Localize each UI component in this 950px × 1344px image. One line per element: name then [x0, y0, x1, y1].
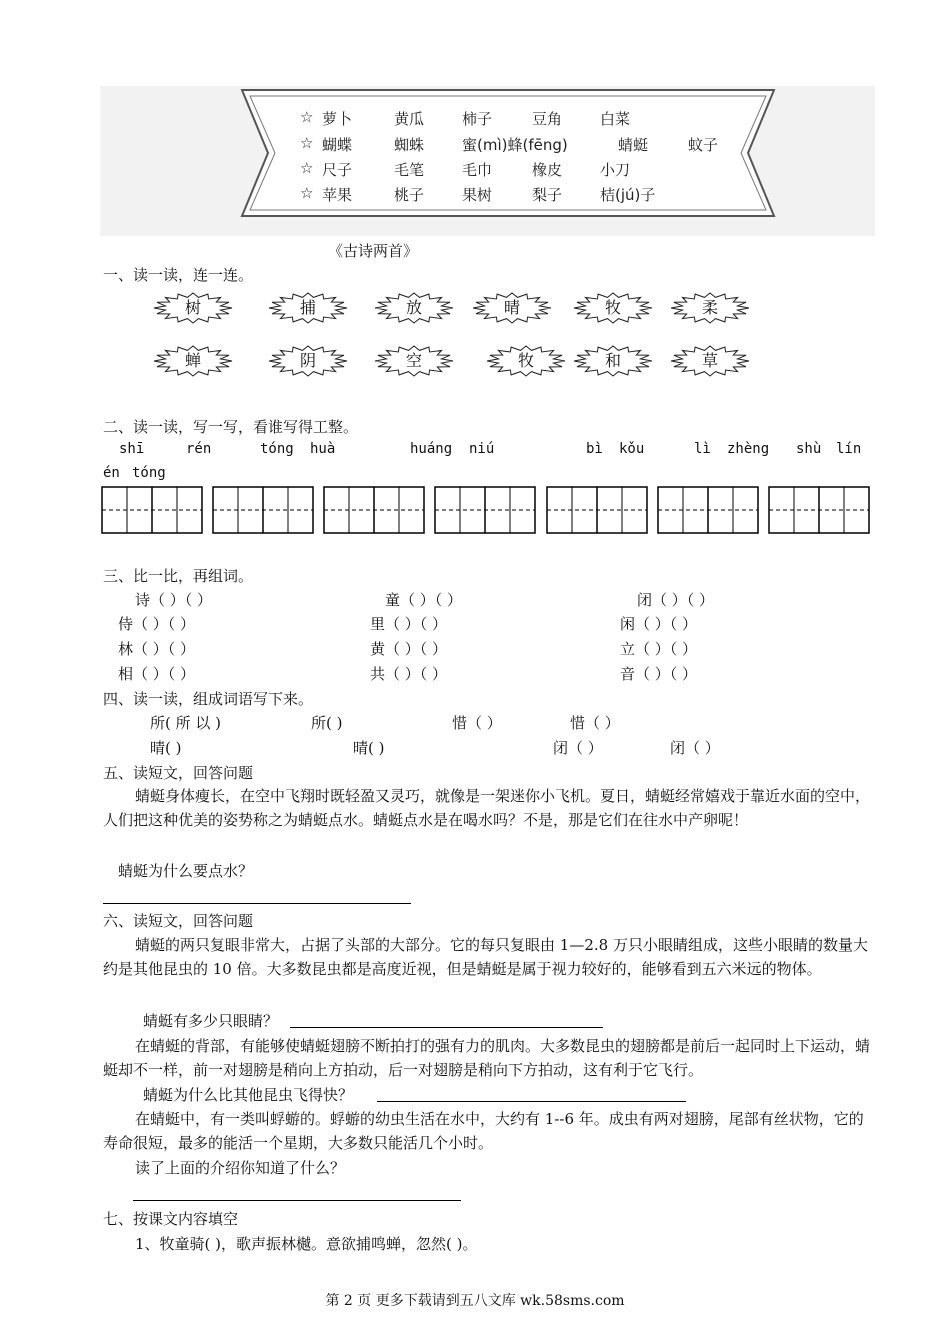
pinyin: huà	[310, 441, 336, 457]
pinyin: zhèng	[727, 441, 770, 457]
writing-grid[interactable]	[212, 486, 312, 532]
star-icon: ☆	[300, 108, 314, 126]
word-item: 所( 所 以 )	[150, 714, 222, 732]
starburst-char: 蝉	[184, 351, 201, 370]
writing-grid[interactable]	[546, 486, 646, 532]
word-item: 闭（ ）	[670, 739, 720, 757]
section-7-heading: 七、按课文内容填空	[103, 1210, 239, 1228]
star-icon: ☆	[300, 184, 314, 202]
writing-grid[interactable]	[323, 486, 423, 532]
pinyin: lì	[694, 441, 711, 457]
starburst-char: 草	[701, 351, 718, 370]
passage-3: 在蜻蜓的背部，有能够使蜻蜓翅膀不断拍打的强有力的肌肉。大多数昆虫的翅膀都是前后一起同时上下运动，蜻蜓却不一样，前一对翅膀是稍向上方拍动，后一对翅膀是稍向下方拍动，这有利于它飞行。	[103, 1037, 871, 1079]
section-1-heading: 一、读一读，连一连。	[103, 266, 254, 284]
starburst-char: 捕	[299, 298, 316, 317]
compare-item: 相（ ）（ ）	[118, 665, 196, 683]
compare-item: 诗（ ）（ ）	[135, 591, 213, 609]
starburst-char: 柔	[701, 298, 718, 317]
starburst-char: 空	[405, 351, 422, 370]
question-4: 读了上面的介绍你知道了什么？	[135, 1159, 346, 1177]
passage-2: 蜻蜓的两只复眼非常大，占据了头部的大部分。它的每只复眼由 1—2.8 万只小眼睛组成，这些小眼睛的数量大约是其他昆虫的 10 倍。大多数昆虫都是高度近视，但是蜻蜓是属于视力较好的，能够看到五六米远的物体。	[103, 936, 868, 978]
starburst-char: 放	[405, 298, 422, 317]
compare-item: 侍（ ）（ ）	[118, 615, 196, 633]
starburst-char-box[interactable]	[670, 345, 750, 377]
compare-item: 里（ ）（ ）	[370, 615, 448, 633]
star-icon: ☆	[300, 159, 314, 177]
pinyin: huáng	[410, 441, 453, 457]
answer-line[interactable]	[133, 1200, 461, 1201]
pinyin: lín	[836, 441, 862, 457]
question-1: 蜻蜓为什么要点水？	[118, 862, 254, 880]
starburst-char-box[interactable]	[268, 345, 348, 377]
section-4-heading: 四、读一读，组成词语写下来。	[103, 690, 314, 708]
compare-item: 林（ ）（ ）	[118, 640, 196, 658]
pinyin: kǒu	[619, 441, 645, 457]
compare-item: 黄（ ）（ ）	[370, 640, 448, 658]
word-item: 晴( )	[150, 739, 182, 757]
word-item: 晴( )	[353, 739, 385, 757]
starburst-char-box[interactable]	[573, 345, 653, 377]
compare-item: 音（ ）（ ）	[620, 665, 698, 683]
pinyin: shù	[796, 441, 822, 457]
compare-item: 闭（ ）（ ）	[637, 591, 715, 609]
starburst-char: 和	[604, 351, 621, 370]
compare-item: 共（ ）（ ）	[370, 665, 448, 683]
starburst-char: 晴	[503, 298, 520, 317]
starburst-char-box[interactable]	[486, 345, 566, 377]
question-2: 蜻蜓有多少只眼睛？	[143, 1012, 279, 1030]
answer-line[interactable]	[290, 1027, 603, 1028]
fill-item-1: 1、牧童骑( )，歌声振林樾。意欲捕鸣蝉，忽然( )。	[135, 1235, 478, 1253]
pinyin: niú	[469, 441, 495, 457]
starburst-char-box[interactable]	[670, 292, 750, 324]
pinyin: shī	[119, 441, 145, 457]
pinyin: tóng	[260, 441, 294, 457]
starburst-char: 阴	[299, 351, 316, 370]
word-item: 惜（ ）	[570, 714, 620, 732]
writing-grid[interactable]	[101, 486, 201, 532]
compare-item: 立（ ）（ ）	[620, 640, 698, 658]
starburst-char: 牧	[604, 298, 621, 317]
question-3: 蜻蜓为什么比其他昆虫飞得快？	[143, 1086, 354, 1104]
writing-grid[interactable]	[434, 486, 534, 532]
pinyin: bì	[586, 441, 603, 457]
pinyin: én	[103, 465, 120, 481]
page-footer: 第 2 页 更多下载请到五八文库 wk.58sms.com	[325, 1293, 625, 1309]
pinyin: rén	[186, 441, 212, 457]
starburst-char-box[interactable]	[374, 292, 454, 324]
starburst-char-box[interactable]	[374, 345, 454, 377]
compare-item: 童（ ）（ ）	[385, 591, 463, 609]
starburst-char-box[interactable]	[573, 292, 653, 324]
passage-1: 蜻蜓身体瘦长，在空中飞翔时既轻盈又灵巧，就像是一架迷你小飞机。夏日，蜻蜓经常嬉戏于靠近水面的空中，人们把这种优美的姿势称之为蜻蜓点水。蜻蜓点水是在喝水吗？不是，那是它们在往水中产卵呢！	[103, 787, 871, 829]
starburst-char: 树	[184, 298, 201, 317]
starburst-char-box[interactable]	[153, 345, 233, 377]
writing-grid[interactable]	[657, 486, 757, 532]
word-item: 闭（ ）	[553, 739, 603, 757]
compare-item: 闲（ ）（ ）	[620, 615, 698, 633]
section-3-heading: 三、比一比，再组词。	[103, 567, 254, 585]
starburst-char: 牧	[517, 351, 534, 370]
section-5-heading: 五、读短文，回答问题	[103, 764, 254, 782]
starburst-char-box[interactable]	[268, 292, 348, 324]
pinyin: tóng	[132, 465, 166, 481]
page-title: 《古诗两首》	[328, 242, 419, 260]
word-item: 所( )	[311, 714, 343, 732]
answer-line[interactable]	[377, 1101, 686, 1102]
starburst-char-box[interactable]	[153, 292, 233, 324]
passage-4: 在蜻蜓中，有一类叫蜉蝣的。蜉蝣的幼虫生活在水中，大约有 1--6 年。成虫有两对翅膀，尾部有丝状物，它的寿命很短，最多的能活一个星期，大多数只能活几个小时。	[103, 1110, 864, 1152]
section-6-heading: 六、读短文，回答问题	[103, 912, 254, 930]
star-icon: ☆	[300, 134, 314, 152]
starburst-char-box[interactable]	[472, 292, 552, 324]
section-2-heading: 二、读一读，写一写，看谁写得工整。	[103, 418, 359, 436]
word-item: 惜（ ）	[452, 714, 502, 732]
writing-grid[interactable]	[768, 486, 868, 532]
answer-line[interactable]	[103, 903, 411, 904]
